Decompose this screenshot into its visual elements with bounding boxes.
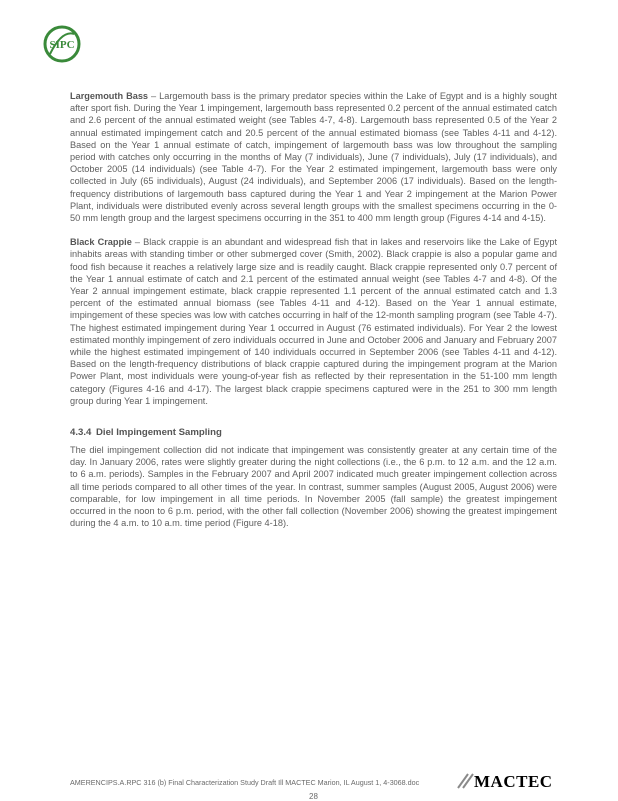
page-number: 28 [309, 792, 318, 801]
document-body [70, 90, 557, 542]
mactec-logo [456, 770, 558, 790]
mactec-logo-icon [456, 770, 558, 790]
section-number: 4.3.4 [70, 427, 92, 439]
paragraph-text: – Black crappie is an abundant and widespread fish that in lakes and reservoirs like the Lake of Egypt inhabits areas with standing timber or other submerged cover (Smith, 2002). Black crappie is also a popular game and food fish because it reaches a relatively large size and is readily caught. Black crappie represented only 0.7 percent of the Year 1 annual estimate of catch and 2.1 percent of the estimated annual weight (see Tables 4-7 and 4-8). Of the Year 2 annual impingement estimate, black crappie represented 1.1 percent of the annual estimated catch and 1.3 percent of the estimated annual biomass (see Tables 4-11 and 4-12). Based on the Year 1 annual estimate, impingement of these species was low with catches occurring in half of the 12-month sampling program (see Table 4-7). The highest estimated impingement during Year 1 occurred in August (76 estimated individuals). For Year 2 the lowest estimated monthly impingement of zero individuals occurred in June and October 2006 and January and February 2007 while the highest estimated impingement of 140 individuals occurred in September 2006 (see Tables 4-11 and 4-12). Based on the length-frequency distributions of black crappie captured during the impingement program at the Marion Power Plant, most individuals were young-of-year fish as reflected by their representation in the 51-100 mm length category (Figures 4-16 and 4-17). The largest black crappie specimens captured were in the 251 to 300 mm length group during Year 1 impingement. [70, 237, 558, 406]
section-title: Diel Impingement Sampling [96, 427, 222, 439]
mactec-logo-text: MACTEC [474, 772, 553, 790]
paragraph-lead: Black Crappie [70, 237, 132, 248]
paragraph-diel-impingement: The diel impingement collection did not indicate that impingement was consistently greater at any certain time of the day. In January 2006, rates were slightly greater during the night collections (i.e., the 6 p.m. to 12 a.m. and the 12 a.m. to 6 a.m. periods). Samples in the February 2007 and April 2007 indicated much greater impingement collection across all time periods compared to all other times of the year. In contrast, summer samples (August 2005, August 2006) were comparable, for low impingement in all time periods. In November 2005 (fall sample) the greatest impingement occurred in the noon to 6 p.m. period, with the other fall collection (November 2006) showing the greatest impingement during the 4 a.m. to 10 a.m. time period (Figure 4-18). [70, 445, 557, 529]
section-heading [70, 427, 557, 438]
sipc-logo [42, 24, 82, 64]
footer-text: AMERENCIPS.A.RPC 316 (b) Final Characterization Study Draft Ill MACTEC Marion, IL August 1, 4-3068.doc [70, 778, 420, 787]
paragraph-lead: Largemouth Bass [70, 91, 149, 101]
paragraph-largemouth-bass [70, 90, 557, 224]
page-footer [70, 772, 557, 801]
paragraph-black-crappie [70, 236, 557, 407]
sipc-logo-icon [42, 24, 82, 64]
sipc-logo-text: SIPC [49, 39, 75, 51]
paragraph-text: – Largemouth bass is the primary predator species within the Lake of Egypt and is a highly sought after sport fish. During the Year 1 impingement, largemouth bass represented 0.2 percent of the annual estimated catch and 2.6 percent of the annual estimated weight (see Tables 4-7, 4-8). Largemouth bass represented 0.5 of the Year 2 annual estimated impingement catch and 20.5 percent of the annual estimated biomass (see Tables 4-11 and 4-12). Based on the Year 1 annual estimate of catch, impingement of largemouth bass was low throughout the sampling period with catches only occurring in the months of May (7 individuals), June (7 individuals), July (17 individuals), and October 2005 (14 individuals) (see Table 4-7). For the Year 2 estimated impingement, largemouth bass were only collected in July (65 individuals), August (24 individuals), and September 2006 (17 individuals). Based on the length-frequency distributions of largemouth bass captured during the Year 1 and Year 2 impingement at the Marion Power Plant, individuals were distributed evenly across several length groups with the smallest specimens occurring in the 0-50 mm length group and the largest specimens occurring in the 351 to 400 mm length group (Figures 4-14 and 4-15). [70, 91, 557, 224]
